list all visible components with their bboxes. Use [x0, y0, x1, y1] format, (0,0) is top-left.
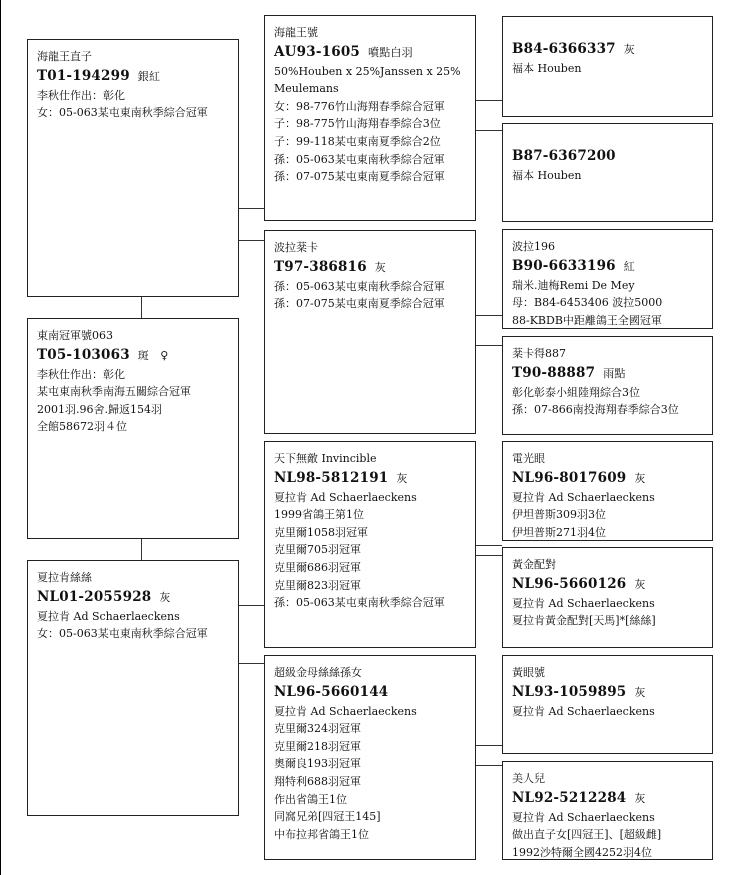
- note: 子：99-118某屯東南夏季綜合2位: [274, 134, 441, 148]
- note: 孫：05-063某屯東南秋季綜合冠軍: [274, 596, 445, 610]
- note: 做出直子女[四冠王]、[超級雌]: [512, 828, 662, 842]
- pedigree-box-sds: [502, 229, 713, 329]
- connector: [476, 745, 502, 746]
- color: 灰: [623, 43, 635, 56]
- pedigree-box-dam-dam: [264, 655, 476, 860]
- connector: [141, 538, 142, 560]
- note: 李秋仕作出：彰化: [37, 367, 125, 381]
- pedigree-box-sss: [502, 16, 713, 117]
- ring-number: NL01-2055928 灰: [37, 588, 171, 605]
- note: 全館58672羽４位: [37, 420, 127, 434]
- color: 斑 ♀: [137, 348, 169, 362]
- bird-name: 黃眼號: [512, 666, 545, 679]
- note: 夏拉肯 Ad Schaerlaeckens: [274, 704, 417, 718]
- connector: [476, 315, 502, 316]
- note: 中布拉邦省鴿王1位: [274, 827, 369, 841]
- connector: [476, 100, 502, 101]
- note: 彰化彰泰小組陸翔綜合3位: [512, 385, 640, 399]
- ring-number: NL96-5660144: [274, 683, 389, 700]
- pedigree-box-ddd: [502, 761, 713, 860]
- note: 克里爾686羽冠軍: [274, 560, 361, 574]
- note: 夏拉肯 Ad Schaerlaeckens: [512, 490, 655, 504]
- note: 女：05-063某屯東南秋季綜合冠軍: [37, 627, 208, 641]
- note: 李秋仕作出：彰化: [37, 88, 125, 102]
- pedigree-box-sdd: [502, 336, 713, 435]
- color: 噴點白羽: [368, 45, 413, 59]
- note: 88-KBDB中距離鴿王全國冠軍: [512, 313, 662, 327]
- note: 夏拉肯 Ad Schaerlaeckens: [512, 596, 655, 610]
- note: 1992沙特爾全國4252羽4位: [512, 845, 652, 859]
- ring-number: T01-194299 銀紅: [37, 67, 161, 84]
- note: 夏拉肯黃金配對[天馬]*[絲絲]: [512, 614, 656, 628]
- pedigree-box-dam-sire: [264, 441, 476, 648]
- ring-number: NL98-5812191 灰: [274, 469, 408, 486]
- note: 孫：07-075某屯東南夏季綜合冠軍: [274, 297, 445, 311]
- note: 夏拉肯 Ad Schaerlaeckens: [274, 490, 417, 504]
- bird-name: 天下無敵 Invincible: [274, 452, 377, 465]
- note: 孫：07-866南投海翔春季綜合3位: [512, 403, 679, 417]
- connector: [476, 555, 502, 556]
- note: 2001羽.96舍.歸返154羽: [37, 402, 162, 416]
- bird-name: 波拉196: [512, 240, 555, 253]
- note: 克里爾218羽冠軍: [274, 739, 361, 753]
- note: 女：98-776竹山海翔春季綜合冠軍: [274, 99, 445, 113]
- bird-name: 電光眼: [512, 452, 545, 465]
- note: 福本 Houben: [512, 62, 582, 75]
- note: 孫：05-063某屯東南秋季綜合冠軍: [274, 279, 445, 293]
- connector: [238, 240, 264, 241]
- page-left-edge: [0, 0, 1, 875]
- color: 灰: [374, 260, 386, 274]
- bird-name: 美人兒: [512, 772, 545, 785]
- ring-number: T97-386816 灰: [274, 258, 386, 275]
- color: 灰: [634, 791, 646, 805]
- note: 某屯東南秋季南海五關綜合冠軍: [37, 385, 191, 399]
- bird-name: 海龍王直子: [37, 50, 92, 63]
- connector: [476, 765, 502, 766]
- ring-number: T90-88887 雨點: [512, 364, 626, 381]
- color: 灰: [634, 685, 646, 699]
- color: 銀紅: [137, 69, 161, 83]
- connector: [238, 605, 264, 606]
- note: 作出省鴿王1位: [274, 792, 347, 806]
- note: 1999省鴿王第1位: [274, 508, 364, 522]
- note: 瑞米.迪梅Remi De Mey: [512, 278, 635, 292]
- connector: [476, 130, 502, 131]
- connector: [476, 345, 502, 346]
- note: 孫：07-075某屯東南夏季綜合冠軍: [274, 170, 445, 184]
- bird-name: 夏拉肯絲絲: [37, 571, 92, 584]
- note: 夏拉肯 Ad Schaerlaeckens: [512, 810, 655, 824]
- pedigree-box-sire: [27, 39, 239, 297]
- color: 灰: [634, 577, 646, 591]
- bird-name: 超級金母絲絲孫女: [274, 666, 362, 679]
- pedigree-box-dam: [27, 318, 239, 539]
- connector: [141, 296, 142, 318]
- note: 女：05-063某屯東南秋季綜合冠軍: [37, 106, 208, 120]
- note: 克里爾1058羽冠軍: [274, 525, 368, 539]
- bird-name: 波拉棻卡: [274, 241, 318, 254]
- note: 母：B84-6453406 波拉5000: [512, 296, 663, 310]
- bird-name: 海龍王號: [274, 26, 318, 39]
- pedigree-box-ssd: [502, 123, 713, 222]
- color: 紅: [623, 259, 635, 273]
- bloodline: 50%Houben x 25%Janssen x 25% Meulemans: [274, 64, 461, 96]
- ring-number: NL92-5212284 灰: [512, 789, 646, 806]
- ring-number: B90-6633196 紅: [512, 257, 635, 274]
- connector: [238, 208, 264, 209]
- pedigree-box-dsd: [502, 547, 713, 648]
- connector: [238, 663, 264, 664]
- ring-number: T05-103063 斑 ♀: [37, 346, 169, 363]
- bird-name: 東南冠軍號063: [37, 329, 113, 342]
- color: 灰: [159, 590, 171, 604]
- ring-number: B84-6366337 灰: [512, 41, 635, 57]
- note: 同窩兄弟[四冠王145]: [274, 810, 381, 824]
- ring-number: NL93-1059895 灰: [512, 683, 646, 700]
- pedigree-box-dss: [502, 441, 713, 541]
- color: 灰: [634, 471, 646, 485]
- pedigree-box-sire-sire: [264, 15, 476, 221]
- note: 福本 Houben: [512, 169, 582, 182]
- pedigree-box-dds: [502, 655, 713, 754]
- pedigree-box-granddam: [27, 560, 239, 816]
- note: 克里爾823羽冠軍: [274, 578, 361, 592]
- bird-name: 棻卡得887: [512, 347, 566, 360]
- bird-name: 黃金配對: [512, 558, 556, 571]
- ring-number: AU93-1605 噴點白羽: [274, 43, 413, 60]
- note: 子：98-775竹山海翔春季綜合3位: [274, 117, 441, 131]
- note: 伊坦普斯309羽3位: [512, 508, 606, 522]
- color: 灰: [396, 471, 408, 485]
- note: 克里爾324羽冠軍: [274, 722, 361, 736]
- note: 伊坦普斯271羽4位: [512, 525, 606, 539]
- ring-number: B87-6367200: [512, 148, 616, 164]
- ring-number: NL96-8017609 灰: [512, 469, 646, 486]
- pedigree-box-sire-dam: [264, 230, 476, 434]
- note: 奧爾良193羽冠軍: [274, 757, 361, 771]
- color: 雨點: [603, 366, 626, 380]
- ring-number: NL96-5660126 灰: [512, 575, 646, 592]
- connector: [476, 545, 502, 546]
- note: 克里爾705羽冠軍: [274, 543, 361, 557]
- note: 夏拉肯 Ad Schaerlaeckens: [37, 609, 180, 623]
- note: 孫：05-063某屯東南秋季綜合冠軍: [274, 152, 445, 166]
- note: 夏拉肯 Ad Schaerlaeckens: [512, 704, 655, 718]
- note: 翔特利688羽冠軍: [274, 774, 361, 788]
